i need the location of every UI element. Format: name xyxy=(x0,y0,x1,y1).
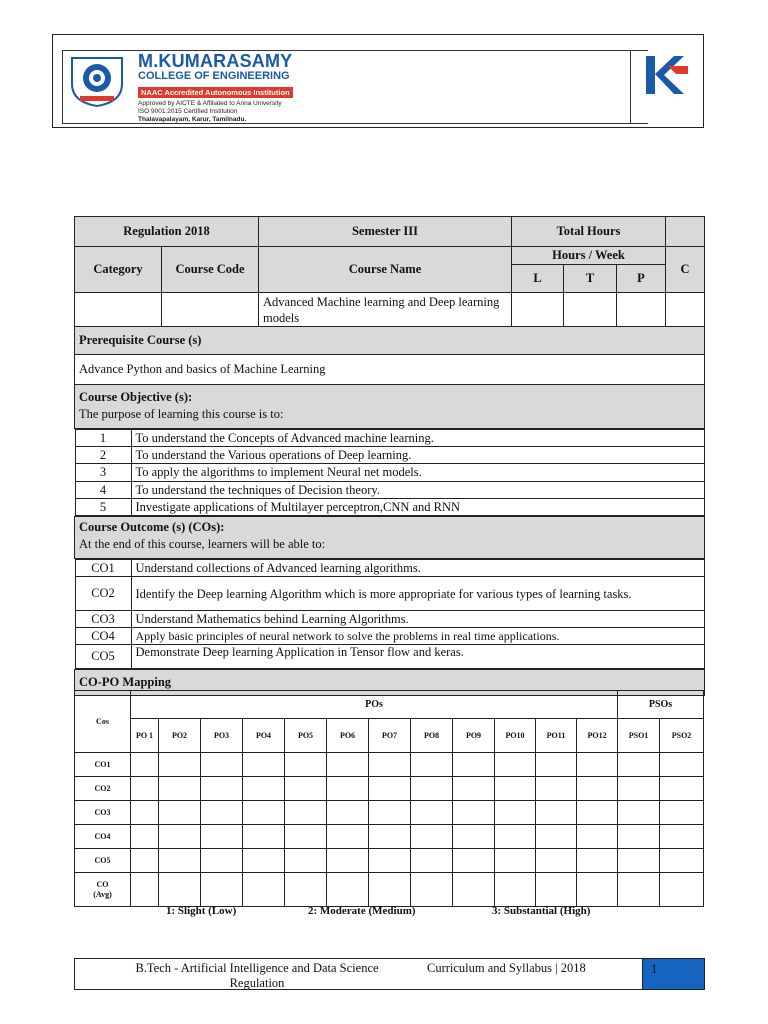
mapping-cell xyxy=(536,777,577,801)
mapping-cell xyxy=(577,777,618,801)
mapping-cell xyxy=(495,849,536,873)
mapping-cell xyxy=(453,801,495,825)
mapping-cell xyxy=(577,753,618,777)
footer-program xyxy=(107,961,407,991)
mapping-cell xyxy=(577,801,618,825)
legend-slight: 1: Slight (Low) xyxy=(166,905,237,917)
kr-logo-icon xyxy=(644,52,690,98)
mapping-cell xyxy=(131,873,159,907)
mapping-cell xyxy=(285,753,327,777)
mapping-cell xyxy=(536,849,577,873)
copo-row xyxy=(75,825,704,849)
mapping-cell xyxy=(285,825,327,849)
outcome-text: Identify the Deep learning Algorithm which is more appropriate for various types of learning tasks. xyxy=(131,577,704,611)
copo-row xyxy=(75,849,704,873)
legend-moderate: 2: Moderate (Medium) xyxy=(308,905,416,917)
tutorial-header: T xyxy=(564,265,617,293)
course-name-value: Advanced Machine learning and Deep learning models xyxy=(259,293,512,327)
mapping-cell xyxy=(369,753,411,777)
mapping-cell xyxy=(411,849,453,873)
semester-cell: Semester III xyxy=(259,217,512,247)
mapping-cell xyxy=(411,753,453,777)
mapping-cell xyxy=(285,777,327,801)
mapping-cell xyxy=(285,849,327,873)
footer-curriculum: Curriculum and Syllabus | 2018 xyxy=(427,961,586,975)
mapping-cell xyxy=(453,753,495,777)
outcome-text: Understand Mathematics behind Learning Algorithms. xyxy=(131,611,704,628)
mapping-cell xyxy=(159,777,201,801)
mapping-cell xyxy=(243,873,285,907)
objective-intro: The purpose of learning this course is to: xyxy=(79,407,284,421)
copo-heading: CO-PO Mapping xyxy=(75,670,705,696)
outcomes-list xyxy=(75,559,705,669)
po-header-cell: PO3 xyxy=(201,719,243,753)
mapping-cell xyxy=(411,801,453,825)
mapping-cell xyxy=(327,825,369,849)
copo-row xyxy=(75,873,704,907)
objective-heading-cell xyxy=(75,385,705,429)
mapping-cell xyxy=(201,873,243,907)
outcome-no: CO1 xyxy=(75,560,131,577)
po-header-cell: PO 1 xyxy=(131,719,159,753)
co-label-cell: CO1 xyxy=(75,753,131,777)
mapping-cell xyxy=(159,873,201,907)
mapping-cell xyxy=(201,801,243,825)
mapping-cell xyxy=(577,849,618,873)
objective-text: To understand the Various operations of Deep learning. xyxy=(131,447,704,464)
co-label-cell: CO2 xyxy=(75,777,131,801)
blank-header-cell xyxy=(666,217,705,247)
mapping-cell xyxy=(159,753,201,777)
mapping-cell xyxy=(536,801,577,825)
mapping-cell xyxy=(536,873,577,907)
objective-no: 4 xyxy=(75,482,131,499)
prerequisite-text: Advance Python and basics of Machine Learning xyxy=(75,355,705,385)
po-header-cell: PSO2 xyxy=(660,719,704,753)
iso-line: ISO 9001:2015 Certified Institution xyxy=(138,108,238,115)
co-label-cell: CO3 xyxy=(75,801,131,825)
tutorial-value xyxy=(564,293,617,327)
mapping-cell xyxy=(411,777,453,801)
outcome-text: Understand collections of Advanced learning algorithms. xyxy=(131,560,704,577)
category-value xyxy=(75,293,162,327)
mapping-cell xyxy=(201,849,243,873)
mapping-cell xyxy=(660,849,704,873)
cos-header: Cos xyxy=(75,691,131,753)
page-footer xyxy=(74,958,704,990)
co-label-cell: CO4 xyxy=(75,825,131,849)
po-header-cell: PO2 xyxy=(159,719,201,753)
objective-no: 3 xyxy=(75,464,131,482)
pos-header: POs xyxy=(131,691,618,719)
mapping-cell xyxy=(453,777,495,801)
practical-header: P xyxy=(617,265,666,293)
college-name: M.KUMARASAMY xyxy=(138,51,293,71)
mapping-cell xyxy=(131,801,159,825)
mapping-cell xyxy=(159,849,201,873)
po-header-cell: PO12 xyxy=(577,719,618,753)
mapping-cell xyxy=(453,873,495,907)
po-header-cell: PO6 xyxy=(327,719,369,753)
mapping-cell xyxy=(495,801,536,825)
outcome-heading: Course Outcome (s) (COs): xyxy=(79,520,225,534)
mapping-cell xyxy=(201,777,243,801)
location-line: Thalavapalayam, Karur, Tamilnadu. xyxy=(138,116,247,123)
po-header-cell: PO11 xyxy=(536,719,577,753)
mapping-cell xyxy=(618,873,660,907)
mapping-cell xyxy=(369,873,411,907)
mapping-cell xyxy=(411,873,453,907)
mapping-cell xyxy=(660,873,704,907)
outcome-text: Apply basic principles of neural network to solve the problems in real time applications. xyxy=(131,628,704,645)
college-info xyxy=(138,52,338,124)
mapping-cell xyxy=(369,849,411,873)
objectives-list-cell xyxy=(75,429,705,517)
co-label-cell: CO (Avg) xyxy=(75,873,131,907)
mapping-cell xyxy=(660,777,704,801)
outcome-intro: At the end of this course, learners will be able to: xyxy=(79,537,326,551)
mapping-cell xyxy=(618,753,660,777)
mapping-cell xyxy=(243,825,285,849)
mapping-cell xyxy=(369,777,411,801)
mapping-cell xyxy=(577,825,618,849)
outcome-no: CO2 xyxy=(75,577,131,611)
po-header-cell: PO5 xyxy=(285,719,327,753)
mapping-cell xyxy=(660,825,704,849)
objective-text: To apply the algorithms to implement Neural net models. xyxy=(131,464,704,482)
objectives-list xyxy=(75,429,705,516)
college-seal-icon xyxy=(68,54,126,108)
psos-header: PSOs xyxy=(618,691,704,719)
po-header-cell: PO9 xyxy=(453,719,495,753)
letterhead-divider xyxy=(630,50,631,124)
mapping-cell xyxy=(243,753,285,777)
page-number: 1 xyxy=(642,958,705,990)
mapping-cell xyxy=(131,825,159,849)
naac-badge: NAAC Accredited Autonomous Institution xyxy=(138,87,293,98)
copo-row xyxy=(75,777,704,801)
course-table xyxy=(74,216,705,696)
mapping-cell xyxy=(327,873,369,907)
course-code-header: Course Code xyxy=(162,247,259,293)
objective-heading: Course Objective (s): xyxy=(79,390,193,404)
total-hours-cell: Total Hours xyxy=(512,217,666,247)
po-header-cell: PO8 xyxy=(411,719,453,753)
mapping-cell xyxy=(131,777,159,801)
mapping-cell xyxy=(369,801,411,825)
outcome-no: CO4 xyxy=(75,628,131,645)
mapping-cell xyxy=(495,873,536,907)
mapping-cell xyxy=(159,825,201,849)
mapping-cell xyxy=(411,825,453,849)
course-name-header: Course Name xyxy=(259,247,512,293)
po-header-cell: PSO1 xyxy=(618,719,660,753)
mapping-cell xyxy=(327,849,369,873)
mapping-cell xyxy=(618,801,660,825)
mapping-cell xyxy=(327,753,369,777)
objective-text: Investigate applications of Multilayer perceptron,CNN and RNN xyxy=(131,499,704,516)
hours-week-header: Hours / Week xyxy=(512,247,666,265)
mapping-cell xyxy=(327,801,369,825)
po-header-cell: PO10 xyxy=(495,719,536,753)
legend-substantial: 3: Substantial (High) xyxy=(492,905,591,917)
objective-text: To understand the Concepts of Advanced machine learning. xyxy=(131,430,704,447)
mapping-cell xyxy=(453,825,495,849)
copo-table xyxy=(74,690,704,907)
credit-header: C xyxy=(666,247,705,293)
mapping-cell xyxy=(201,753,243,777)
mapping-cell xyxy=(327,777,369,801)
lecture-header: L xyxy=(512,265,564,293)
mapping-cell xyxy=(577,873,618,907)
regulation-cell: Regulation 2018 xyxy=(75,217,259,247)
mapping-cell xyxy=(495,777,536,801)
mapping-cell xyxy=(453,849,495,873)
mapping-cell xyxy=(536,825,577,849)
category-header: Category xyxy=(75,247,162,293)
mapping-cell xyxy=(536,753,577,777)
mapping-cell xyxy=(159,801,201,825)
college-subtitle: COLLEGE OF ENGINEERING xyxy=(138,70,290,82)
mapping-cell xyxy=(243,801,285,825)
course-code-value xyxy=(162,293,259,327)
co-label-cell: CO5 xyxy=(75,849,131,873)
outcome-text: Demonstrate Deep learning Application in Tensor flow and keras. xyxy=(131,645,704,669)
practical-value xyxy=(617,293,666,327)
prerequisite-heading: Prerequisite Course (s) xyxy=(75,327,705,355)
copo-row xyxy=(75,801,704,825)
outcome-no: CO3 xyxy=(75,611,131,628)
mapping-cell xyxy=(660,753,704,777)
objective-no: 1 xyxy=(75,430,131,447)
footer-program-text: B.Tech - Artificial Intelligence and Data Science Regulation xyxy=(135,961,379,990)
objective-text: To understand the techniques of Decision theory. xyxy=(131,482,704,499)
outcome-no: CO5 xyxy=(75,645,131,669)
mapping-cell xyxy=(201,825,243,849)
mapping-cell xyxy=(495,753,536,777)
mapping-cell xyxy=(660,801,704,825)
credit-value xyxy=(666,293,705,327)
mapping-cell xyxy=(243,849,285,873)
mapping-cell xyxy=(243,777,285,801)
mapping-cell xyxy=(285,873,327,907)
mapping-cell xyxy=(131,849,159,873)
mapping-cell xyxy=(131,753,159,777)
po-header-cell: PO4 xyxy=(243,719,285,753)
mapping-cell xyxy=(618,777,660,801)
objective-no: 5 xyxy=(75,499,131,516)
outcome-heading-cell xyxy=(75,517,705,559)
mapping-cell xyxy=(369,825,411,849)
mapping-cell xyxy=(495,825,536,849)
objective-no: 2 xyxy=(75,447,131,464)
lecture-value xyxy=(512,293,564,327)
copo-row xyxy=(75,753,704,777)
mapping-cell xyxy=(618,825,660,849)
po-header-cell: PO7 xyxy=(369,719,411,753)
outcomes-list-cell xyxy=(75,559,705,670)
approval-line: Approved by AICTE & Affiliated to Anna University xyxy=(138,100,282,107)
mapping-cell xyxy=(285,801,327,825)
mapping-cell xyxy=(618,849,660,873)
